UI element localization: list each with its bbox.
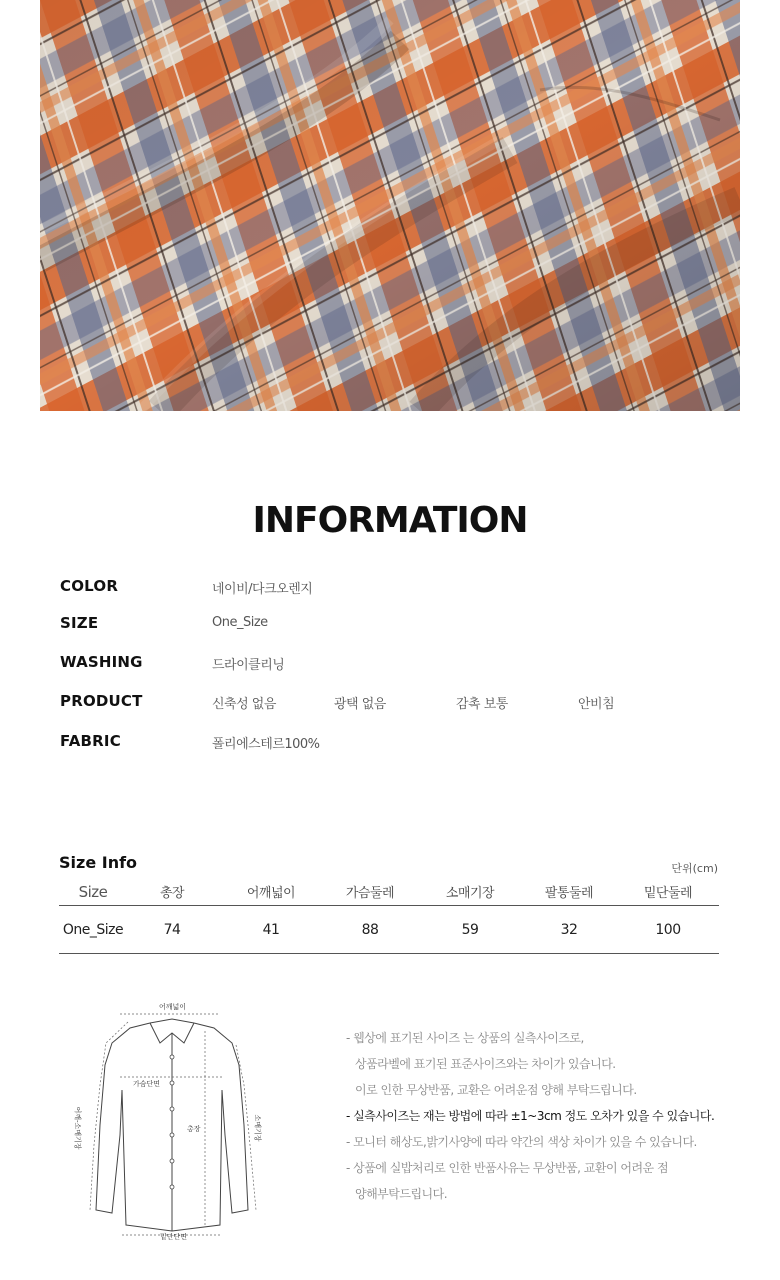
- size-notes: [346, 1025, 746, 1207]
- info-row-product: [60, 692, 740, 714]
- header-size: Size: [78, 882, 108, 901]
- note-line: 상품라벨에 표기된 표준사이즈와는 차이가 있습니다.: [355, 1057, 616, 1071]
- note-line-emphasis: - 실측사이즈는 재는 방법에 따라 ±1~3cm 정도 오차가 있을 수 있습니다.: [346, 1109, 715, 1123]
- information-title: INFORMATION: [252, 500, 528, 541]
- info-row-washing: [60, 653, 740, 675]
- shirt-measurement-diagram: [70, 995, 280, 1250]
- size-info-title: Size Info: [59, 853, 138, 872]
- washing-value: 드라이클리닝: [212, 658, 285, 673]
- color-value: 네이비/다크오렌지: [212, 582, 313, 597]
- product-seethrough: 안비침: [578, 697, 615, 712]
- label-hem: 밑단단면: [160, 1233, 188, 1241]
- row-hem: 100: [655, 921, 681, 938]
- label-length: 총장: [187, 1125, 201, 1133]
- header-sleeve: 소매기장: [445, 886, 495, 901]
- info-row-color: [60, 577, 740, 599]
- header-chest: 가슴둘레: [345, 886, 395, 901]
- row-armhole: 32: [560, 921, 578, 938]
- size-table-header: [59, 878, 719, 906]
- fabric-value: 폴리에스테르100%: [212, 737, 320, 752]
- fabric-label: FABRIC: [60, 732, 121, 750]
- product-texture: 감촉 보통: [456, 697, 508, 712]
- header-armhole: 팔통둘레: [544, 886, 594, 901]
- info-row-size: [60, 614, 740, 636]
- header-shoulder: 어깨넓이: [246, 886, 296, 901]
- row-shoulder: 41: [262, 921, 280, 938]
- note-line: - 웹상에 표기된 사이즈 는 상품의 실측사이즈로,: [346, 1031, 584, 1045]
- product-photo: [40, 0, 740, 411]
- label-shoulder: 어깨넓이: [159, 1003, 187, 1011]
- label-chest: 가슴단면: [133, 1080, 161, 1088]
- size-label: SIZE: [60, 614, 99, 632]
- header-length: 총장: [159, 886, 185, 901]
- row-length: 74: [163, 921, 181, 938]
- product-label: PRODUCT: [60, 692, 143, 710]
- plaid-fabric-image: [40, 0, 740, 411]
- size-table: [59, 878, 719, 954]
- header-hem: 밑단둘레: [643, 886, 693, 901]
- size-value: One_Size: [212, 615, 268, 630]
- note-line: 양해부탁드립니다.: [355, 1187, 448, 1201]
- table-row: [59, 906, 719, 954]
- row-sleeve: 59: [461, 921, 479, 938]
- note-line: 이로 인한 무상반품, 교환은 어려운점 양해 부탁드립니다.: [355, 1083, 637, 1097]
- label-sleeve-right: 소매기장: [253, 1114, 262, 1142]
- row-size: One_Size: [62, 921, 124, 938]
- size-unit: 단위(cm): [671, 862, 718, 875]
- product-stretch: 신축성 없음: [212, 697, 276, 712]
- shirt-outline-icon: [70, 995, 280, 1250]
- row-chest: 88: [361, 921, 379, 938]
- color-label: COLOR: [60, 577, 119, 595]
- product-gloss: 광택 없음: [334, 697, 386, 712]
- washing-label: WASHING: [60, 653, 143, 671]
- info-row-fabric: [60, 732, 740, 754]
- note-line: - 모니터 해상도,밝기사양에 따라 약간의 색상 차이가 있을 수 있습니다.: [346, 1135, 697, 1149]
- label-sleeve-left: 어깨-소매기장: [73, 1106, 82, 1150]
- note-line: - 상품에 실밥처리로 인한 반품사유는 무상반품, 교환이 어려운 점: [346, 1161, 669, 1175]
